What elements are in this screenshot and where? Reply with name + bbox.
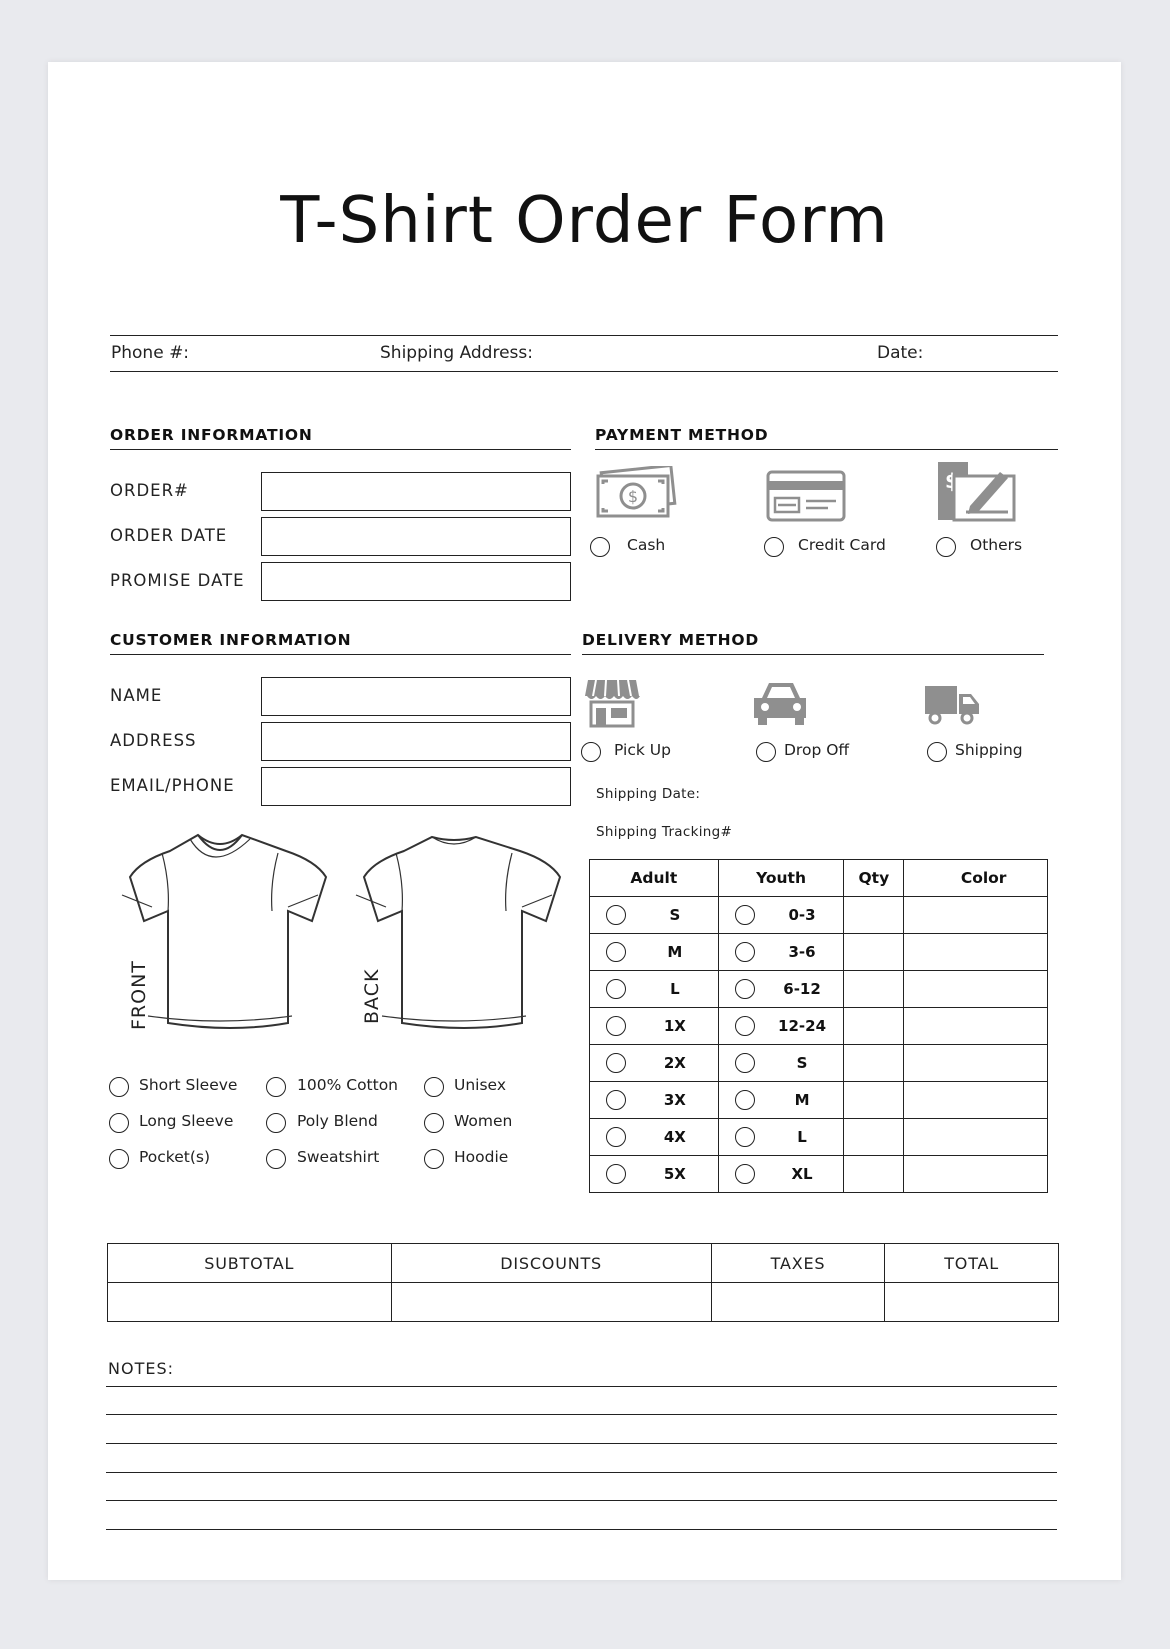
totals-header-row <box>108 1244 1059 1283</box>
payment-method-rule <box>595 449 1058 450</box>
cash-icon <box>595 466 677 520</box>
check-payment-icon <box>936 460 1020 522</box>
cotton-label: 100% Cotton <box>297 1076 399 1094</box>
poly-blend-label: Poly Blend <box>297 1112 378 1130</box>
payment-others-radio[interactable] <box>936 537 956 557</box>
qty-cell[interactable] <box>844 934 904 971</box>
customer-information-title: CUSTOMER INFORMATION <box>110 631 352 649</box>
cotton-radio[interactable] <box>266 1077 286 1097</box>
youth-size-radio[interactable] <box>735 979 755 999</box>
notes-line[interactable] <box>106 1414 1057 1415</box>
subtotal-header: SUBTOTAL <box>108 1244 392 1283</box>
adult-size-cell <box>590 897 719 934</box>
notes-line[interactable] <box>106 1500 1057 1501</box>
adult-size-radio[interactable] <box>606 1016 626 1036</box>
qty-cell[interactable] <box>844 1156 904 1193</box>
qty-cell[interactable] <box>844 897 904 934</box>
back-label: BACK <box>361 968 383 1024</box>
sweatshirt-label: Sweatshirt <box>297 1148 380 1166</box>
adult-size-label: 1X <box>663 1017 686 1035</box>
youth-size-label: XL <box>791 1165 813 1183</box>
youth-size-cell <box>718 1008 844 1045</box>
youth-header: Youth <box>718 860 844 897</box>
store-icon <box>584 676 640 728</box>
notes-line[interactable] <box>106 1386 1057 1387</box>
women-label: Women <box>454 1112 513 1130</box>
email-phone-field[interactable] <box>261 767 571 806</box>
shipping-address-label: Shipping Address: <box>380 343 533 363</box>
phone-label: Phone #: <box>111 343 190 363</box>
delivery-pickup-radio[interactable] <box>581 742 601 762</box>
adult-size-cell <box>590 934 719 971</box>
adult-size-radio[interactable] <box>606 1164 626 1184</box>
delivery-method-rule <box>582 654 1044 655</box>
pockets-radio[interactable] <box>109 1149 129 1169</box>
page-title: T-Shirt Order Form <box>280 184 889 258</box>
adult-size-label: M <box>667 943 683 961</box>
youth-size-label: S <box>796 1054 808 1072</box>
color-cell[interactable] <box>904 1119 1048 1156</box>
youth-size-radio[interactable] <box>735 1053 755 1073</box>
notes-line[interactable] <box>106 1529 1057 1530</box>
qty-header: Qty <box>844 860 904 897</box>
color-cell[interactable] <box>904 897 1048 934</box>
delivery-shipping-label: Shipping <box>955 741 1023 759</box>
payment-credit-card-label: Credit Card <box>798 536 886 554</box>
size-row <box>590 1119 1048 1156</box>
name-label: NAME <box>110 686 163 705</box>
discounts-header: DISCOUNTS <box>391 1244 711 1283</box>
qty-cell[interactable] <box>844 1082 904 1119</box>
address-label: ADDRESS <box>110 731 197 750</box>
truck-icon <box>923 684 981 726</box>
date-label: Date: <box>877 343 924 363</box>
adult-size-label: L <box>670 980 680 998</box>
adult-size-radio[interactable] <box>606 1053 626 1073</box>
adult-size-cell <box>590 971 719 1008</box>
color-cell[interactable] <box>904 1008 1048 1045</box>
svg-text:$: $ <box>627 487 639 506</box>
promise-date-field[interactable] <box>261 562 571 601</box>
taxes-value-cell[interactable] <box>711 1283 885 1322</box>
totals-value-row <box>108 1283 1059 1322</box>
youth-size-radio[interactable] <box>735 942 755 962</box>
delivery-shipping-radio[interactable] <box>927 742 947 762</box>
youth-size-cell <box>718 1082 844 1119</box>
youth-size-cell <box>718 1045 844 1082</box>
payment-method-title: PAYMENT METHOD <box>595 426 769 444</box>
adult-size-radio[interactable] <box>606 942 626 962</box>
header-top-rule <box>110 335 1058 336</box>
car-icon <box>752 680 810 726</box>
sizes-header-row <box>590 860 1048 897</box>
women-radio[interactable] <box>424 1113 444 1133</box>
youth-size-cell <box>718 1119 844 1156</box>
total-header: TOTAL <box>885 1244 1059 1283</box>
subtotal-value-cell[interactable] <box>108 1283 392 1322</box>
size-row <box>590 1082 1048 1119</box>
delivery-pickup-label: Pick Up <box>614 741 671 759</box>
adult-size-cell <box>590 1156 719 1193</box>
size-row <box>590 1045 1048 1082</box>
color-cell[interactable] <box>904 971 1048 1008</box>
youth-size-radio[interactable] <box>735 1164 755 1184</box>
qty-cell[interactable] <box>844 971 904 1008</box>
youth-size-label: L <box>797 1128 807 1146</box>
order-information-rule <box>110 449 571 450</box>
qty-cell[interactable] <box>844 1045 904 1082</box>
name-field[interactable] <box>261 677 571 716</box>
unisex-radio[interactable] <box>424 1077 444 1097</box>
order-date-field[interactable] <box>261 517 571 556</box>
youth-size-label: 6-12 <box>783 980 821 998</box>
shipping-tracking-label: Shipping Tracking# <box>596 824 733 840</box>
address-field[interactable] <box>261 722 571 761</box>
qty-cell[interactable] <box>844 1119 904 1156</box>
unisex-label: Unisex <box>454 1076 506 1094</box>
color-cell[interactable] <box>904 934 1048 971</box>
youth-size-radio[interactable] <box>735 1127 755 1147</box>
adult-size-label: 4X <box>663 1128 686 1146</box>
order-date-label: ORDER DATE <box>110 526 228 545</box>
hoodie-radio[interactable] <box>424 1149 444 1169</box>
taxes-header: TAXES <box>711 1244 885 1283</box>
order-number-field[interactable] <box>261 472 571 511</box>
size-row <box>590 971 1048 1008</box>
adult-size-radio[interactable] <box>606 1127 626 1147</box>
email-phone-label: EMAIL/PHONE <box>110 776 235 795</box>
promise-date-label: PROMISE DATE <box>110 571 245 590</box>
long-sleeve-radio[interactable] <box>109 1113 129 1133</box>
youth-size-cell <box>718 1156 844 1193</box>
youth-size-label: 0-3 <box>788 906 816 924</box>
adult-size-label: 2X <box>663 1054 686 1072</box>
pockets-label: Pocket(s) <box>139 1148 211 1166</box>
hoodie-label: Hoodie <box>454 1148 509 1166</box>
youth-size-label: M <box>794 1091 810 1109</box>
size-row <box>590 934 1048 971</box>
notes-label: NOTES: <box>108 1359 174 1378</box>
adult-size-label: 3X <box>663 1091 686 1109</box>
discounts-value-cell[interactable] <box>391 1283 711 1322</box>
header-bottom-rule <box>110 371 1058 372</box>
long-sleeve-label: Long Sleeve <box>139 1112 234 1130</box>
notes-line[interactable] <box>106 1443 1057 1444</box>
sizes-table <box>589 859 1048 1193</box>
payment-cash-label: Cash <box>627 536 666 554</box>
payment-credit-card-radio[interactable] <box>764 537 784 557</box>
order-number-label: ORDER# <box>110 481 189 500</box>
short-sleeve-radio[interactable] <box>109 1077 129 1097</box>
sweatshirt-radio[interactable] <box>266 1149 286 1169</box>
notes-line[interactable] <box>106 1472 1057 1473</box>
delivery-dropoff-radio[interactable] <box>756 742 776 762</box>
poly-blend-radio[interactable] <box>266 1113 286 1133</box>
qty-cell[interactable] <box>844 1008 904 1045</box>
youth-size-radio[interactable] <box>735 1090 755 1110</box>
adult-size-cell <box>590 1082 719 1119</box>
youth-size-label: 12-24 <box>778 1017 827 1035</box>
color-cell[interactable] <box>904 1156 1048 1193</box>
color-cell[interactable] <box>904 1082 1048 1119</box>
payment-others-label: Others <box>970 536 1023 554</box>
credit-card-icon <box>766 470 846 522</box>
size-row <box>590 1156 1048 1193</box>
totals-table <box>107 1243 1059 1322</box>
front-label: FRONT <box>128 960 150 1030</box>
adult-size-cell <box>590 1119 719 1156</box>
color-header: Color <box>904 860 1048 897</box>
total-value-cell[interactable] <box>885 1283 1059 1322</box>
youth-size-label: 3-6 <box>788 943 816 961</box>
adult-size-radio[interactable] <box>606 905 626 925</box>
short-sleeve-label: Short Sleeve <box>139 1076 238 1094</box>
svg-text:$: $ <box>945 469 959 493</box>
payment-cash-radio[interactable] <box>590 537 610 557</box>
size-row <box>590 897 1048 934</box>
adult-size-label: S <box>669 906 681 924</box>
order-information-title: ORDER INFORMATION <box>110 426 313 444</box>
customer-information-rule <box>110 654 571 655</box>
shipping-date-label: Shipping Date: <box>596 786 701 802</box>
youth-size-radio[interactable] <box>735 905 755 925</box>
delivery-method-title: DELIVERY METHOD <box>582 631 759 649</box>
youth-size-cell <box>718 934 844 971</box>
adult-size-radio[interactable] <box>606 979 626 999</box>
adult-size-cell <box>590 1045 719 1082</box>
adult-size-radio[interactable] <box>606 1090 626 1110</box>
adult-size-label: 5X <box>663 1165 686 1183</box>
adult-size-cell <box>590 1008 719 1045</box>
delivery-dropoff-label: Drop Off <box>784 741 850 759</box>
youth-size-cell <box>718 971 844 1008</box>
youth-size-radio[interactable] <box>735 1016 755 1036</box>
youth-size-cell <box>718 897 844 934</box>
adult-header: Adult <box>590 860 719 897</box>
size-row <box>590 1008 1048 1045</box>
order-form-page <box>48 62 1121 1580</box>
color-cell[interactable] <box>904 1045 1048 1082</box>
